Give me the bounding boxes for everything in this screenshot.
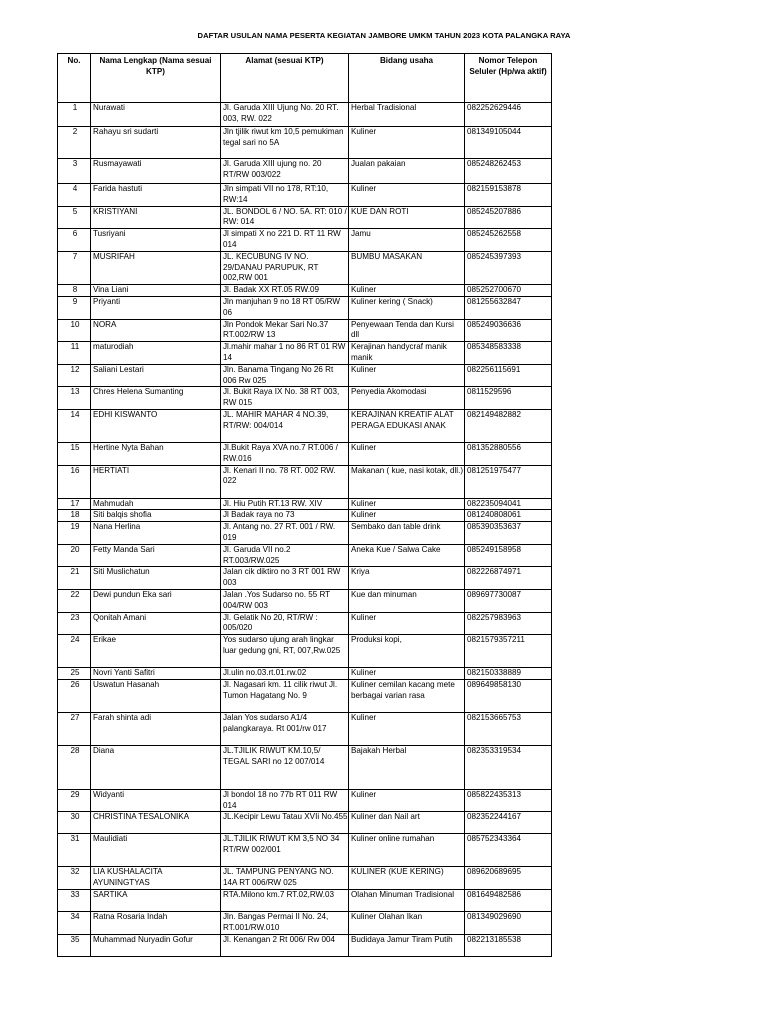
- table-row: [58, 285, 552, 297]
- name-cell: Muhammad Nuryadin Gofur: [91, 934, 221, 956]
- no-cell: 6: [58, 229, 91, 252]
- no-cell: 26: [58, 679, 91, 712]
- no-cell: 3: [58, 159, 91, 184]
- name-cell: Farah shinta adi: [91, 712, 221, 745]
- business-cell: Penyewaan Tenda dan Kursi dll: [349, 319, 465, 342]
- phone-cell: 085348583338: [465, 342, 552, 365]
- business-cell: KUE DAN ROTI: [349, 206, 465, 229]
- name-cell: Tusriyani: [91, 229, 221, 252]
- business-cell: Kuliner: [349, 442, 465, 465]
- name-cell: Diana: [91, 745, 221, 789]
- name-cell: Nana Herlina: [91, 522, 221, 545]
- name-cell: Nurawati: [91, 103, 221, 127]
- business-cell: Kuliner: [349, 127, 465, 159]
- address-cell: Jl. Gelatik No 20, RT/RW : 005/020: [221, 612, 349, 635]
- table-row: [58, 635, 552, 668]
- business-cell: Kerajinan handycraf manik manik: [349, 342, 465, 365]
- name-cell: HERTIATI: [91, 465, 221, 498]
- header-no: No.: [58, 54, 91, 103]
- no-cell: 23: [58, 612, 91, 635]
- name-cell: Rusmayawati: [91, 159, 221, 184]
- name-cell: Uswatun Hasanah: [91, 679, 221, 712]
- address-cell: Jalan Yos sudarso A1/4 palangkaraya. Rt 001/rw 017: [221, 712, 349, 745]
- name-cell: Rahayu sri sudarti: [91, 127, 221, 159]
- name-cell: Erikae: [91, 635, 221, 668]
- business-cell: Kuliner: [349, 364, 465, 387]
- table-row: [58, 522, 552, 545]
- business-cell: Jualan pakaian: [349, 159, 465, 184]
- name-cell: MUSRIFAH: [91, 251, 221, 284]
- header-business: Bidang usaha: [349, 54, 465, 103]
- no-cell: 10: [58, 319, 91, 342]
- address-cell: Jl. Garuda XIII Ujung No. 20 RT. 003, RW. 022: [221, 103, 349, 127]
- business-cell: Kuliner: [349, 184, 465, 207]
- name-cell: Qonitah Amani: [91, 612, 221, 635]
- business-cell: Makanan ( kue, nasi kotak, dll.): [349, 465, 465, 498]
- business-cell: Kuliner dan Nail art: [349, 812, 465, 834]
- address-cell: Jl. Antang no. 27 RT. 001 / RW. 019: [221, 522, 349, 545]
- header-name: Nama Lengkap (Nama sesuai KTP): [91, 54, 221, 103]
- table-row: [58, 812, 552, 834]
- no-cell: 2: [58, 127, 91, 159]
- table-row: [58, 912, 552, 935]
- no-cell: 32: [58, 867, 91, 890]
- address-cell: Jln manjuhan 9 no 18 RT 05/RW 06: [221, 296, 349, 319]
- name-cell: KRISTIYANI: [91, 206, 221, 229]
- phone-cell: 081349029690: [465, 912, 552, 935]
- table-row: [58, 544, 552, 567]
- address-cell: Jl.Bukit Raya XVA no.7 RT.006 / RW.016: [221, 442, 349, 465]
- no-cell: 27: [58, 712, 91, 745]
- phone-cell: 081352880556: [465, 442, 552, 465]
- phone-cell: 085752343364: [465, 834, 552, 867]
- business-cell: Kuliner: [349, 712, 465, 745]
- table-row: [58, 364, 552, 387]
- name-cell: Farida hastuti: [91, 184, 221, 207]
- address-cell: Jl. Hiu Putih RT.13 RW. XIV: [221, 498, 349, 510]
- address-cell: Jln Pondok Mekar Sari No.37 RT.002/RW 13: [221, 319, 349, 342]
- table-row: [58, 890, 552, 912]
- phone-cell: 082149482882: [465, 409, 552, 442]
- business-cell: Bajakah Herbal: [349, 745, 465, 789]
- phone-cell: 085245397393: [465, 251, 552, 284]
- table-row: [58, 127, 552, 159]
- address-cell: Jl. Nagasari km. 11 cilik riwut Jl. Tumon Hagatang No. 9: [221, 679, 349, 712]
- no-cell: 7: [58, 251, 91, 284]
- table-row: [58, 745, 552, 789]
- no-cell: 28: [58, 745, 91, 789]
- address-cell: Jln tjilik riwut km 10,5 pemukiman tegal sari no 5A: [221, 127, 349, 159]
- address-cell: Jl bondol 18 no 77b RT 011 RW 014: [221, 789, 349, 812]
- address-cell: Jalan .Yos Sudarso no. 55 RT 004/RW 003: [221, 589, 349, 612]
- business-cell: Kuliner: [349, 612, 465, 635]
- table-row: [58, 409, 552, 442]
- table-row: [58, 612, 552, 635]
- business-cell: Olahan Minuman Tradisional: [349, 890, 465, 912]
- table-row: [58, 498, 552, 510]
- name-cell: Dewi pundun Eka sari: [91, 589, 221, 612]
- phone-cell: 082153665753: [465, 712, 552, 745]
- phone-cell: 089649858130: [465, 679, 552, 712]
- address-cell: JL. KECUBUNG IV NO. 29/DANAU PARUPUK, RT 002,RW 001: [221, 251, 349, 284]
- table-row: [58, 834, 552, 867]
- address-cell: JL.TJILIK RIWUT KM 3,5 NO 34 RT/RW 002/001: [221, 834, 349, 867]
- no-cell: 31: [58, 834, 91, 867]
- phone-cell: 082353319534: [465, 745, 552, 789]
- no-cell: 30: [58, 812, 91, 834]
- phone-cell: 081349105044: [465, 127, 552, 159]
- name-cell: NORA: [91, 319, 221, 342]
- phone-cell: 082150338889: [465, 668, 552, 680]
- phone-cell: 085252700670: [465, 285, 552, 297]
- address-cell: Jl simpati X no 221 D. RT 11 RW 014: [221, 229, 349, 252]
- no-cell: 11: [58, 342, 91, 365]
- business-cell: Kuliner: [349, 510, 465, 522]
- phone-cell: 085248262453: [465, 159, 552, 184]
- name-cell: Fetty Manda Sari: [91, 544, 221, 567]
- phone-cell: 089620689695: [465, 867, 552, 890]
- no-cell: 9: [58, 296, 91, 319]
- address-cell: RTA.Milono km.7 RT.02,RW.03: [221, 890, 349, 912]
- business-cell: Kuliner: [349, 285, 465, 297]
- name-cell: Chres Helena Sumanting: [91, 387, 221, 410]
- no-cell: 25: [58, 668, 91, 680]
- no-cell: 1: [58, 103, 91, 127]
- table-row: [58, 184, 552, 207]
- table-row: [58, 103, 552, 127]
- name-cell: LIA KUSHALACITA AYUNINGTYAS: [91, 867, 221, 890]
- table-row: [58, 206, 552, 229]
- no-cell: 12: [58, 364, 91, 387]
- phone-cell: 081251975477: [465, 465, 552, 498]
- phone-cell: 082226874971: [465, 567, 552, 590]
- name-cell: Priyanti: [91, 296, 221, 319]
- business-cell: Aneka Kue / Salwa Cake: [349, 544, 465, 567]
- phone-cell: 0821579357211: [465, 635, 552, 668]
- address-cell: Jalan cik diktiro no 3 RT 001 RW 003: [221, 567, 349, 590]
- phone-cell: 085249158958: [465, 544, 552, 567]
- phone-cell: 082252629446: [465, 103, 552, 127]
- document-title: DAFTAR USULAN NAMA PESERTA KEGIATAN JAMBORE UMKM TAHUN 2023 KOTA PALANGKA RAYA: [197, 31, 571, 40]
- business-cell: Sembako dan table drink: [349, 522, 465, 545]
- header-phone: Nomor Telepon Seluler (Hp/wa aktif): [465, 54, 552, 103]
- no-cell: 35: [58, 934, 91, 956]
- phone-cell: 085245262558: [465, 229, 552, 252]
- table-row: [58, 789, 552, 812]
- table-row: [58, 387, 552, 410]
- header-address: Alamat (sesuai KTP): [221, 54, 349, 103]
- table-header-row: [58, 54, 552, 103]
- table-row: [58, 229, 552, 252]
- business-cell: Kuliner: [349, 498, 465, 510]
- no-cell: 22: [58, 589, 91, 612]
- table-row: [58, 567, 552, 590]
- no-cell: 17: [58, 498, 91, 510]
- name-cell: SARTIKA: [91, 890, 221, 912]
- business-cell: Penyedia Akomodasi: [349, 387, 465, 410]
- name-cell: Vina Liani: [91, 285, 221, 297]
- address-cell: Jl.mahir mahar 1 no 86 RT 01 RW 14: [221, 342, 349, 365]
- no-cell: 14: [58, 409, 91, 442]
- address-cell: Jl. Badak XX RT.05 RW.09: [221, 285, 349, 297]
- business-cell: Kuliner: [349, 789, 465, 812]
- address-cell: Jl Badak raya no 73: [221, 510, 349, 522]
- address-cell: Jln. Banama Tingang No 26 Rt 006 Rw 025: [221, 364, 349, 387]
- no-cell: 33: [58, 890, 91, 912]
- participant-table: [57, 53, 552, 957]
- table-row: [58, 296, 552, 319]
- name-cell: Saliani Lestari: [91, 364, 221, 387]
- phone-cell: 081649482586: [465, 890, 552, 912]
- business-cell: Kue dan minuman: [349, 589, 465, 612]
- address-cell: Jl. Kenari II no. 78 RT. 002 RW. 022: [221, 465, 349, 498]
- table-row: [58, 465, 552, 498]
- no-cell: 24: [58, 635, 91, 668]
- phone-cell: 081240808061: [465, 510, 552, 522]
- business-cell: Kuliner: [349, 668, 465, 680]
- phone-cell: 082352244167: [465, 812, 552, 834]
- phone-cell: 085390353637: [465, 522, 552, 545]
- phone-cell: 085822435313: [465, 789, 552, 812]
- no-cell: 21: [58, 567, 91, 590]
- address-cell: Jln simpati VII no 178, RT:10, RW:14: [221, 184, 349, 207]
- phone-cell: 082256115691: [465, 364, 552, 387]
- address-cell: Yos sudarso ujung arah lingkar luar gedung gni, RT, 007,Rw.025: [221, 635, 349, 668]
- phone-cell: 082235094041: [465, 498, 552, 510]
- business-cell: Kriya: [349, 567, 465, 590]
- name-cell: Mahmudah: [91, 498, 221, 510]
- name-cell: maturodiah: [91, 342, 221, 365]
- no-cell: 13: [58, 387, 91, 410]
- table-row: [58, 251, 552, 284]
- business-cell: BUMBU MASAKAN: [349, 251, 465, 284]
- business-cell: Budidaya Jamur Tiram Putih: [349, 934, 465, 956]
- phone-cell: 0811529596: [465, 387, 552, 410]
- business-cell: Kuliner cemilan kacang mete berbagai varian rasa: [349, 679, 465, 712]
- table-row: [58, 712, 552, 745]
- business-cell: Herbal Tradisional: [349, 103, 465, 127]
- name-cell: Siti balqis shofia: [91, 510, 221, 522]
- phone-cell: 082257983963: [465, 612, 552, 635]
- phone-cell: 085245207886: [465, 206, 552, 229]
- table-row: [58, 319, 552, 342]
- address-cell: JL.Kecipir Lewu Tatau XVIi No.455: [221, 812, 349, 834]
- table-row: [58, 159, 552, 184]
- business-cell: KULINER (KUE KERING): [349, 867, 465, 890]
- table-row: [58, 589, 552, 612]
- table-body: [58, 103, 552, 957]
- no-cell: 19: [58, 522, 91, 545]
- table-row: [58, 510, 552, 522]
- phone-cell: 089697730087: [465, 589, 552, 612]
- name-cell: Maulidiati: [91, 834, 221, 867]
- table-row: [58, 442, 552, 465]
- phone-cell: 082213185538: [465, 934, 552, 956]
- business-cell: Jamu: [349, 229, 465, 252]
- address-cell: Jln. Bangas Permai II No. 24, RT.001/RW.010: [221, 912, 349, 935]
- name-cell: CHRISTINA TESALONIKA: [91, 812, 221, 834]
- table-row: [58, 342, 552, 365]
- business-cell: Produksi kopi,: [349, 635, 465, 668]
- no-cell: 4: [58, 184, 91, 207]
- address-cell: Jl. Garuda XIII ujung no. 20 RT/RW 003/022: [221, 159, 349, 184]
- table-row: [58, 867, 552, 890]
- no-cell: 15: [58, 442, 91, 465]
- no-cell: 5: [58, 206, 91, 229]
- no-cell: 16: [58, 465, 91, 498]
- phone-cell: 081255632847: [465, 296, 552, 319]
- phone-cell: 082159153878: [465, 184, 552, 207]
- no-cell: 34: [58, 912, 91, 935]
- address-cell: JL.TJILIK RIWUT KM.10,5/ TEGAL SARI no 12 007/014: [221, 745, 349, 789]
- name-cell: Siti Muslichatun: [91, 567, 221, 590]
- address-cell: Jl. Kenangan 2 Rt 006/ Rw 004: [221, 934, 349, 956]
- table-row: [58, 679, 552, 712]
- table-row: [58, 668, 552, 680]
- name-cell: Novri Yanti Safitri: [91, 668, 221, 680]
- address-cell: JL. TAMPUNG PENYANG NO. 14A RT 006/RW 025: [221, 867, 349, 890]
- business-cell: Kuliner Olahan Ikan: [349, 912, 465, 935]
- no-cell: 29: [58, 789, 91, 812]
- address-cell: JL. MAHIR MAHAR 4 NO.39, RT/RW: 004/014: [221, 409, 349, 442]
- table-row: [58, 934, 552, 956]
- no-cell: 8: [58, 285, 91, 297]
- business-cell: KERAJINAN KREATIF ALAT PERAGA EDUKASI ANAK: [349, 409, 465, 442]
- business-cell: Kuliner online rumahan: [349, 834, 465, 867]
- name-cell: Ratna Rosaria Indah: [91, 912, 221, 935]
- name-cell: Widyanti: [91, 789, 221, 812]
- no-cell: 20: [58, 544, 91, 567]
- address-cell: Jl. Garuda VII no.2 RT.003/RW.025: [221, 544, 349, 567]
- address-cell: Jl. Bukit Raya IX No. 38 RT 003, RW 015: [221, 387, 349, 410]
- no-cell: 18: [58, 510, 91, 522]
- phone-cell: 085249036636: [465, 319, 552, 342]
- name-cell: Hertine Nyta Bahan: [91, 442, 221, 465]
- business-cell: Kuliner kering ( Snack): [349, 296, 465, 319]
- name-cell: EDHI KISWANTO: [91, 409, 221, 442]
- address-cell: Jl.ulin no.03.rt.01.rw.02: [221, 668, 349, 680]
- address-cell: JL. BONDOL 6 / NO. 5A. RT: 010 / RW: 014: [221, 206, 349, 229]
